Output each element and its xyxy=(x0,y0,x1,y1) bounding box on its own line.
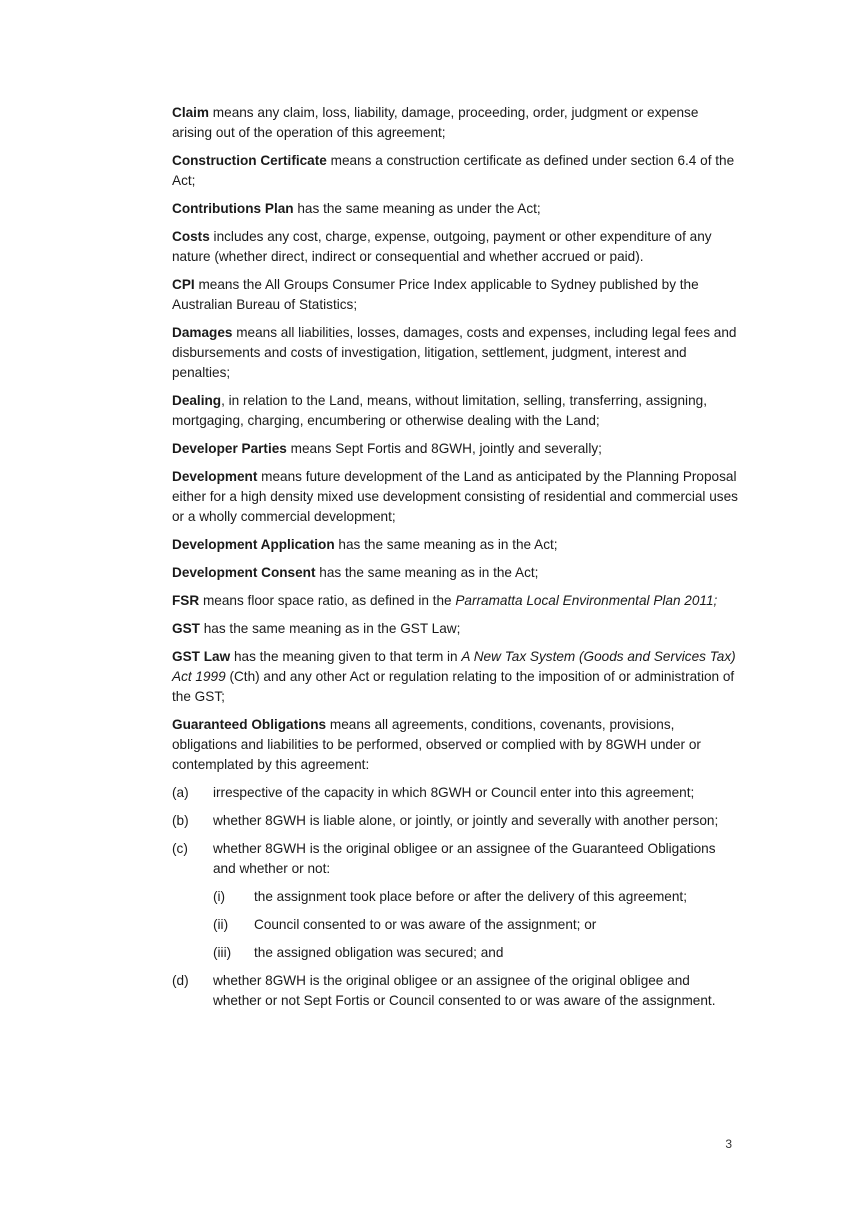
definition-development-application xyxy=(172,535,740,555)
definition-italic-reference: Parramatta Local Environmental Plan 2011; xyxy=(455,593,718,608)
definition-term: Costs xyxy=(172,229,210,244)
definition-term: GST xyxy=(172,621,200,636)
definition-term: FSR xyxy=(172,593,200,608)
definition-term: Development Application xyxy=(172,537,335,552)
definition-cpi xyxy=(172,275,740,315)
definition-text: means floor space ratio, as defined in the xyxy=(199,593,456,608)
definition-text: has the same meaning as in the Act; xyxy=(334,537,558,552)
sublist-item-iii xyxy=(172,943,740,963)
definition-term: GST Law xyxy=(172,649,231,664)
definition-text-after: (Cth) and any other Act or regulation relating to the imposition of or administration of the GST; xyxy=(172,669,735,704)
definition-term: Claim xyxy=(172,105,210,120)
definition-text: has the same meaning as in the GST Law; xyxy=(199,621,461,636)
definition-term: Developer Parties xyxy=(172,441,287,456)
list-item-c xyxy=(172,839,740,879)
definition-construction-certificate xyxy=(172,151,740,191)
definition-text: means a construction certificate as defined under section 6.4 of the Act; xyxy=(172,153,735,188)
definition-term: Damages xyxy=(172,325,233,340)
definition-fsr xyxy=(172,591,740,611)
list-marker: (a) xyxy=(172,785,189,800)
definition-term: Dealing xyxy=(172,393,222,408)
definition-term: Construction Certificate xyxy=(172,153,327,168)
list-item-text: irrespective of the capacity in which 8GWH or Council enter into this agreement; xyxy=(213,785,695,800)
page-number: 3 xyxy=(725,1137,732,1151)
list-item-text: whether 8GWH is the original obligee or an assignee of the original obligee and whether or not Sept Fortis or Council consented to or was aware of the assignment. xyxy=(213,973,716,1008)
list-item-b xyxy=(172,811,740,831)
sublist-marker: (i) xyxy=(213,889,226,904)
definition-text: means any claim, loss, liability, damage, proceeding, order, judgment or expense arising out of the operation of this agreement; xyxy=(172,105,699,140)
definition-term: Development Consent xyxy=(172,565,316,580)
definition-text: means future development of the Land as anticipated by the Planning Proposal either for a high density mixed use development consisting of residential and commercial uses or a wholly commercial development; xyxy=(172,469,738,524)
definition-text: means all liabilities, losses, damages, costs and expenses, including legal fees and disbursements and costs of investigation, litigation, settlement, judgment, interest and penalties; xyxy=(172,325,737,380)
definition-text: has the same meaning as under the Act; xyxy=(293,201,541,216)
definition-contributions-plan xyxy=(172,199,740,219)
definition-text: means Sept Fortis and 8GWH, jointly and severally; xyxy=(286,441,602,456)
sublist-item-text: the assignment took place before or after the delivery of this agreement; xyxy=(254,889,687,904)
definition-gst-law xyxy=(172,647,740,707)
definition-text: means the All Groups Consumer Price Index applicable to Sydney published by the Australian Bureau of Statistics; xyxy=(172,277,699,312)
list-marker: (b) xyxy=(172,813,189,828)
list-item-a xyxy=(172,783,740,803)
sublist-item-text: the assigned obligation was secured; and xyxy=(254,945,504,960)
definition-text: , in relation to the Land, means, without limitation, selling, transferring, assigning, mortgaging, charging, encumbering or otherwise dealing with the Land; xyxy=(172,393,707,428)
list-item-d xyxy=(172,971,740,1011)
definition-developer-parties xyxy=(172,439,740,459)
definition-text: has the meaning given to that term in xyxy=(230,649,462,664)
definition-damages xyxy=(172,323,740,383)
definition-development xyxy=(172,467,740,527)
sublist-item-text: Council consented to or was aware of the assignment; or xyxy=(254,917,597,932)
definition-italic-reference: A New Tax System (Goods and Services Tax) Act 1999 xyxy=(172,649,736,684)
definition-term: Guaranteed Obligations xyxy=(172,717,327,732)
definition-term: CPI xyxy=(172,277,195,292)
definition-text: has the same meaning as in the Act; xyxy=(315,565,539,580)
sublist-marker: (ii) xyxy=(213,917,229,932)
definition-guaranteed-obligations xyxy=(172,715,740,775)
definition-claim xyxy=(172,103,740,143)
list-item-text: whether 8GWH is the original obligee or an assignee of the Guaranteed Obligations and whether or not: xyxy=(213,841,716,876)
list-marker: (d) xyxy=(172,973,189,988)
list-marker: (c) xyxy=(172,841,188,856)
definition-text: means all agreements, conditions, covenants, provisions, obligations and liabilities to be performed, observed or complied with by 8GWH under or contemplated by this agreement: xyxy=(172,717,701,772)
definition-term: Development xyxy=(172,469,258,484)
definition-development-consent xyxy=(172,563,740,583)
definitions-section xyxy=(172,103,740,1019)
sublist-marker: (iii) xyxy=(213,945,232,960)
definition-gst xyxy=(172,619,740,639)
list-item-text: whether 8GWH is liable alone, or jointly, or jointly and severally with another person; xyxy=(213,813,719,828)
sublist-item-i xyxy=(172,887,740,907)
definition-dealing xyxy=(172,391,740,431)
sublist-item-ii xyxy=(172,915,740,935)
definition-costs xyxy=(172,227,740,267)
definition-term: Contributions Plan xyxy=(172,201,294,216)
definition-text: includes any cost, charge, expense, outgoing, payment or other expenditure of any nature (whether direct, indirect or consequential and whether accrued or paid). xyxy=(172,229,712,264)
